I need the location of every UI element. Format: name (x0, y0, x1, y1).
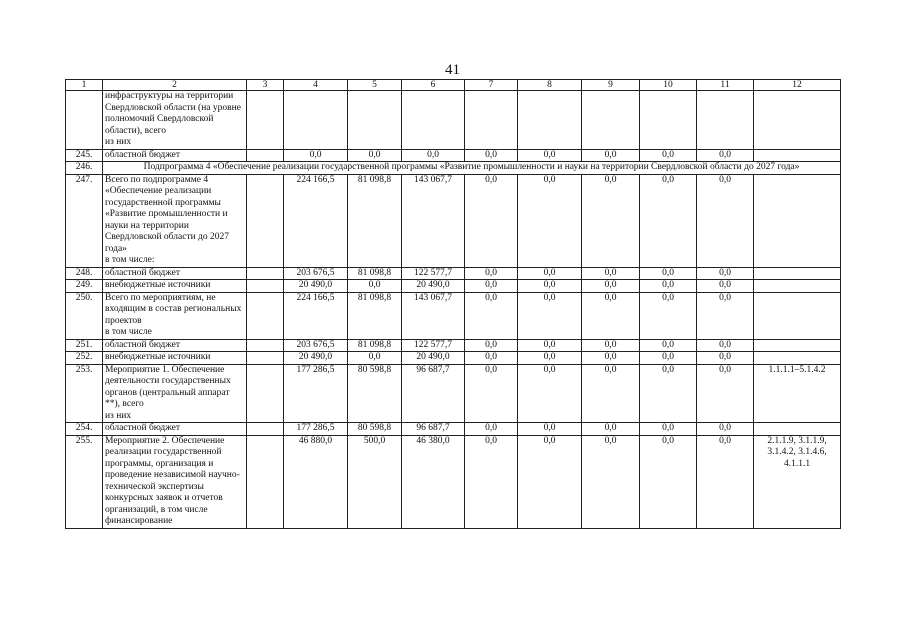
value-cell: 20 490,0 (402, 352, 465, 365)
value-cell: 0,0 (518, 352, 582, 365)
value-cell (697, 91, 754, 150)
value-cell: 0,0 (640, 292, 697, 339)
value-cell: 0,0 (582, 280, 640, 293)
value-cell: 0,0 (697, 292, 754, 339)
value-cell: 0,0 (465, 174, 518, 267)
row-number: 246. (66, 162, 103, 175)
col3-cell (247, 352, 284, 365)
table-row (66, 339, 841, 352)
header-cell: 9 (582, 80, 640, 91)
col3-cell (247, 339, 284, 352)
value-cell: 20 490,0 (284, 352, 348, 365)
row-name-line: в том числе (105, 327, 152, 337)
table-row (66, 280, 841, 293)
row-name (103, 280, 247, 293)
value-cell: 0,0 (582, 174, 640, 267)
value-cell: 0,0 (465, 435, 518, 528)
budget-table (65, 79, 841, 529)
table-row (66, 292, 841, 339)
target-code (754, 352, 841, 365)
row-number: 249. (66, 280, 103, 293)
row-name (103, 292, 247, 339)
target-code (754, 292, 841, 339)
value-cell: 0,0 (518, 435, 582, 528)
row-number: 254. (66, 423, 103, 436)
value-cell: 0,0 (518, 292, 582, 339)
value-cell: 0,0 (518, 149, 582, 162)
row-name-line: областной бюджет (105, 149, 181, 160)
value-cell: 143 067,7 (402, 292, 465, 339)
value-cell: 0,0 (640, 364, 697, 423)
value-cell: 0,0 (465, 339, 518, 352)
row-number: 253. (66, 364, 103, 423)
value-cell: 0,0 (582, 435, 640, 528)
value-cell: 80 598,8 (348, 423, 402, 436)
row-name-line: из них (105, 137, 132, 147)
value-cell: 0,0 (518, 423, 582, 436)
table-row (66, 267, 841, 280)
row-number: 245. (66, 149, 103, 162)
value-cell: 0,0 (640, 174, 697, 267)
value-cell: 177 286,5 (284, 423, 348, 436)
row-number: 248. (66, 267, 103, 280)
value-cell: 0,0 (640, 339, 697, 352)
row-name-line: из них (105, 410, 132, 421)
value-cell: 0,0 (697, 339, 754, 352)
value-cell: 0,0 (518, 280, 582, 293)
value-cell: 20 490,0 (402, 280, 465, 293)
value-cell (518, 91, 582, 150)
table-header-row (66, 80, 841, 91)
value-cell: 0,0 (697, 423, 754, 436)
value-cell: 0,0 (582, 352, 640, 365)
value-cell (348, 91, 402, 150)
target-code: 1.1.1.1–5.1.4.2 (754, 364, 841, 423)
value-cell: 0,0 (518, 364, 582, 423)
value-cell: 0,0 (640, 423, 697, 436)
row-name (103, 364, 247, 423)
value-cell: 122 577,7 (402, 267, 465, 280)
value-cell: 0,0 (640, 435, 697, 528)
value-cell: 0,0 (465, 352, 518, 365)
value-cell: 80 598,8 (348, 364, 402, 423)
value-cell (402, 91, 465, 150)
value-cell: 500,0 (348, 435, 402, 528)
col3-cell (247, 91, 284, 150)
header-cell: 6 (402, 80, 465, 91)
table-row (66, 435, 841, 528)
value-cell: 0,0 (465, 149, 518, 162)
header-cell: 8 (518, 80, 582, 91)
value-cell: 0,0 (284, 149, 348, 162)
row-name-line: Мероприятие 1. Обеспечение деятельности государственных органов (центральный аппарат **), всего (105, 364, 231, 409)
row-name-line: Всего по подпрограмме 4 «Обеспечение реализации государственной программы «Развитие промышленности и науки на территории Свердловской области до 2027 года» (105, 174, 230, 254)
value-cell: 0,0 (348, 149, 402, 162)
subprogram-row (66, 162, 841, 175)
col3-cell (247, 423, 284, 436)
row-number (66, 91, 103, 150)
header-cell: 1 (66, 80, 103, 91)
header-cell: 7 (465, 80, 518, 91)
value-cell: 0,0 (402, 149, 465, 162)
header-cell: 11 (697, 80, 754, 91)
value-cell: 0,0 (697, 352, 754, 365)
value-cell: 0,0 (640, 352, 697, 365)
header-cell: 5 (348, 80, 402, 91)
value-cell: 96 687,7 (402, 364, 465, 423)
table-row (66, 91, 841, 150)
header-cell: 10 (640, 80, 697, 91)
value-cell: 122 577,7 (402, 339, 465, 352)
value-cell: 0,0 (697, 364, 754, 423)
value-cell: 0,0 (640, 267, 697, 280)
value-cell: 224 166,5 (284, 292, 348, 339)
value-cell: 177 286,5 (284, 364, 348, 423)
value-cell: 0,0 (582, 423, 640, 436)
value-cell: 81 098,8 (348, 339, 402, 352)
row-name-line: Всего по мероприятиям, не входящим в состав региональных проектов (105, 292, 242, 326)
value-cell: 0,0 (518, 339, 582, 352)
row-name-line: в том числе: (105, 255, 155, 265)
value-cell: 0,0 (697, 267, 754, 280)
col3-cell (247, 267, 284, 280)
header-cell: 12 (754, 80, 841, 91)
value-cell: 0,0 (582, 339, 640, 352)
row-name (103, 91, 247, 150)
col3-cell (247, 149, 284, 162)
row-number: 250. (66, 292, 103, 339)
row-name-line: Мероприятие 2. Обеспечение реализации государственной программы, организация и проведение независимой научно-технической экспертизы конкурсных заявок и отчетов организаций, в том числе финансирование (105, 435, 240, 526)
row-name (103, 149, 247, 162)
row-name (103, 423, 247, 436)
header-cell: 3 (247, 80, 284, 91)
target-code (754, 267, 841, 280)
header-cell: 2 (103, 80, 247, 91)
value-cell (640, 91, 697, 150)
value-cell (582, 91, 640, 150)
table-row (66, 352, 841, 365)
value-cell: 0,0 (697, 174, 754, 267)
row-name (103, 435, 247, 528)
value-cell: 20 490,0 (284, 280, 348, 293)
row-name-line: областной бюджет (105, 339, 181, 350)
value-cell: 0,0 (465, 280, 518, 293)
target-code: 2.1.1.9, 3.1.1.9, 3.1.4.2, 3.1.4.6, 4.1.1.1 (754, 435, 841, 528)
row-name-line: областной бюджет (105, 267, 181, 278)
value-cell: 0,0 (640, 149, 697, 162)
col3-cell (247, 292, 284, 339)
value-cell (465, 91, 518, 150)
value-cell: 0,0 (697, 149, 754, 162)
col3-cell (247, 435, 284, 528)
header-cell: 4 (284, 80, 348, 91)
value-cell: 96 687,7 (402, 423, 465, 436)
target-code (754, 423, 841, 436)
value-cell: 0,0 (582, 149, 640, 162)
table-row (66, 174, 841, 267)
table-row (66, 423, 841, 436)
table-row (66, 364, 841, 423)
value-cell: 46 380,0 (402, 435, 465, 528)
value-cell: 81 098,8 (348, 267, 402, 280)
value-cell: 0,0 (582, 267, 640, 280)
value-cell: 0,0 (348, 352, 402, 365)
row-name-line: внебюджетные источники (105, 352, 211, 362)
target-code (754, 339, 841, 352)
value-cell: 0,0 (582, 364, 640, 423)
row-name (103, 267, 247, 280)
row-name (103, 352, 247, 365)
col3-cell (247, 364, 284, 423)
table-row (66, 149, 841, 162)
col3-cell (247, 280, 284, 293)
value-cell: 0,0 (465, 292, 518, 339)
value-cell: 203 676,5 (284, 339, 348, 352)
value-cell: 81 098,8 (348, 174, 402, 267)
value-cell: 0,0 (348, 280, 402, 293)
row-name-line: внебюджетные источники (105, 280, 211, 290)
value-cell: 0,0 (518, 267, 582, 280)
value-cell: 0,0 (697, 280, 754, 293)
target-code (754, 149, 841, 162)
target-code (754, 174, 841, 267)
value-cell: 224 166,5 (284, 174, 348, 267)
col3-cell (247, 174, 284, 267)
value-cell: 203 676,5 (284, 267, 348, 280)
value-cell (284, 91, 348, 150)
value-cell: 0,0 (465, 364, 518, 423)
value-cell: 46 880,0 (284, 435, 348, 528)
row-name-line: областной бюджет (105, 423, 181, 433)
row-name (103, 174, 247, 267)
value-cell: 0,0 (582, 292, 640, 339)
row-name-line: инфраструктуры на территории Свердловской области (на уровне полномочий Свердловской области), всего (105, 91, 241, 136)
row-number: 255. (66, 435, 103, 528)
value-cell: 0,0 (465, 423, 518, 436)
subprogram-title: Подпрограмма 4 «Обеспечение реализации государственной программы «Развитие промышленности и науки на территории Свердловской области до 2027 года» (103, 162, 841, 175)
value-cell: 0,0 (697, 435, 754, 528)
value-cell: 0,0 (518, 174, 582, 267)
value-cell: 81 098,8 (348, 292, 402, 339)
row-number: 251. (66, 339, 103, 352)
target-code (754, 91, 841, 150)
value-cell: 0,0 (640, 280, 697, 293)
page-number: 41 (445, 62, 460, 78)
row-number: 247. (66, 174, 103, 267)
value-cell: 0,0 (465, 267, 518, 280)
row-number: 252. (66, 352, 103, 365)
value-cell: 143 067,7 (402, 174, 465, 267)
target-code (754, 280, 841, 293)
row-name (103, 339, 247, 352)
